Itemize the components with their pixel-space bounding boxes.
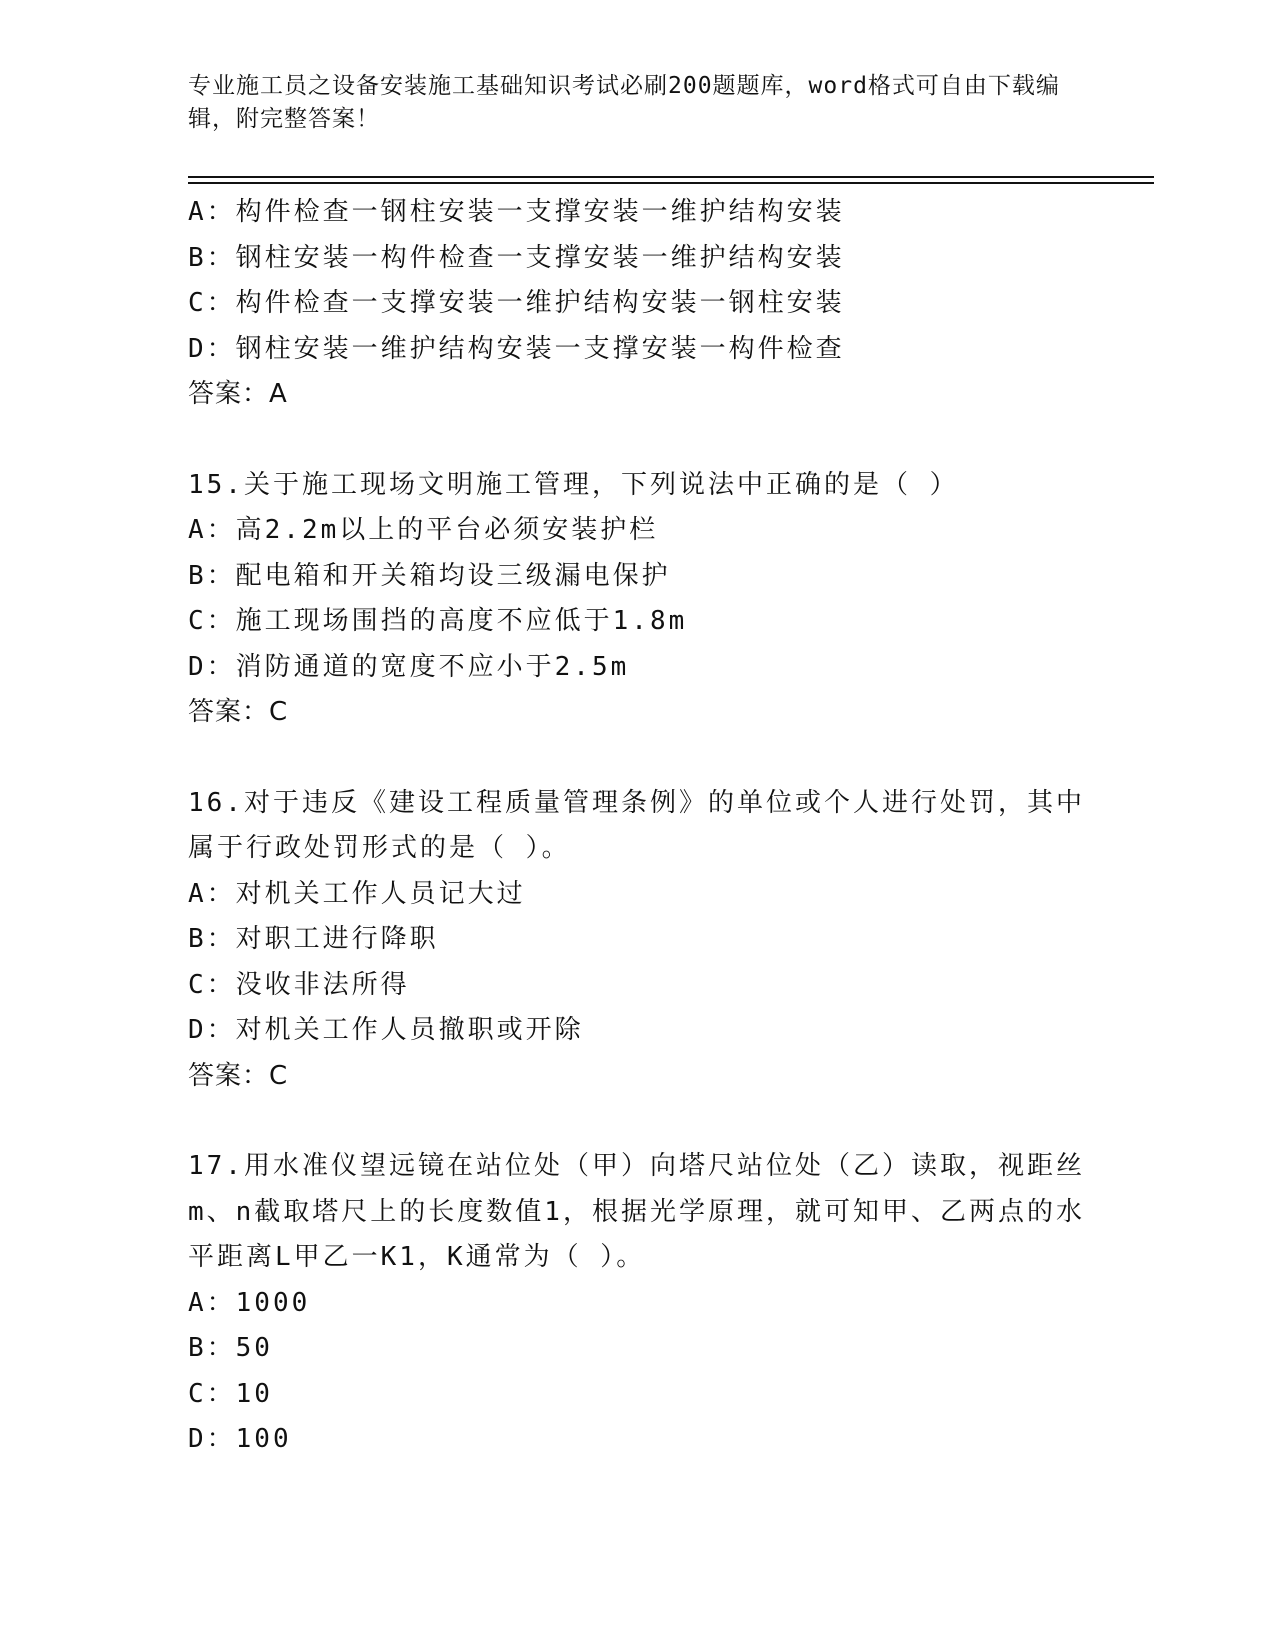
spacer	[188, 1099, 1108, 1144]
question-16	[188, 781, 1108, 1100]
question-14	[188, 190, 1108, 418]
document-title: 专业施工员之设备安装施工基础知识考试必刷200题题库，word格式可自由下载编辑，附完整答案！	[188, 73, 1060, 132]
option-a: A：构件检查一钢柱安装一支撑安装一维护结构安装	[188, 197, 845, 227]
option-a: A：高2.2m以上的平台必须安装护栏	[188, 515, 659, 545]
answer-line: 答案：A	[188, 379, 288, 409]
question-text: 17.用水准仪望远镜在站位处（甲）向塔尺站位处（乙）读取，视距丝m、n截取塔尺上的长度数值1，根据光学原理，就可知甲、乙两点的水平距离L甲乙一K1，K通常为（ ）。	[188, 1151, 1085, 1272]
header-divider-bottom	[188, 182, 1154, 184]
option-d: D：钢柱安装一维护结构安装一支撑安装一构件检查	[188, 333, 845, 364]
option-c: C：构件检查一支撑安装一维护结构安装一钢柱安装	[188, 288, 845, 318]
question-15	[188, 463, 1108, 736]
option-b: B：钢柱安装一构件检查一支撑安装一维护结构安装	[188, 242, 845, 273]
option-d: D：对机关工作人员撤职或开除	[188, 1015, 584, 1045]
question-list	[188, 190, 1108, 1463]
option-d: D：100	[188, 1424, 292, 1454]
question-text: 16.对于违反《建设工程质量管理条例》的单位或个人进行处罚，其中属于行政处罚形式的是（ ）。	[188, 787, 1085, 863]
header-divider-top	[188, 176, 1154, 178]
option-c: C：没收非法所得	[188, 969, 410, 1000]
answer-line: 答案：C	[188, 1060, 289, 1091]
spacer	[188, 736, 1108, 781]
option-b: B：配电箱和开关箱均设三级漏电保护	[188, 560, 671, 591]
option-c: C：施工现场围挡的高度不应低于1.8m	[188, 606, 688, 636]
option-a: A：对机关工作人员记大过	[188, 878, 526, 909]
option-d: D：消防通道的宽度不应小于2.5m	[188, 651, 630, 682]
option-b: B：对职工进行降职	[188, 924, 439, 954]
answer-line: 答案：C	[188, 697, 289, 727]
option-a: A：1000	[188, 1287, 311, 1318]
question-17	[188, 1144, 1108, 1463]
option-c: C：10	[188, 1378, 273, 1409]
option-b: B：50	[188, 1333, 273, 1363]
spacer	[188, 418, 1108, 463]
question-text: 15.关于施工现场文明施工管理，下列说法中正确的是（ ）	[188, 469, 959, 500]
